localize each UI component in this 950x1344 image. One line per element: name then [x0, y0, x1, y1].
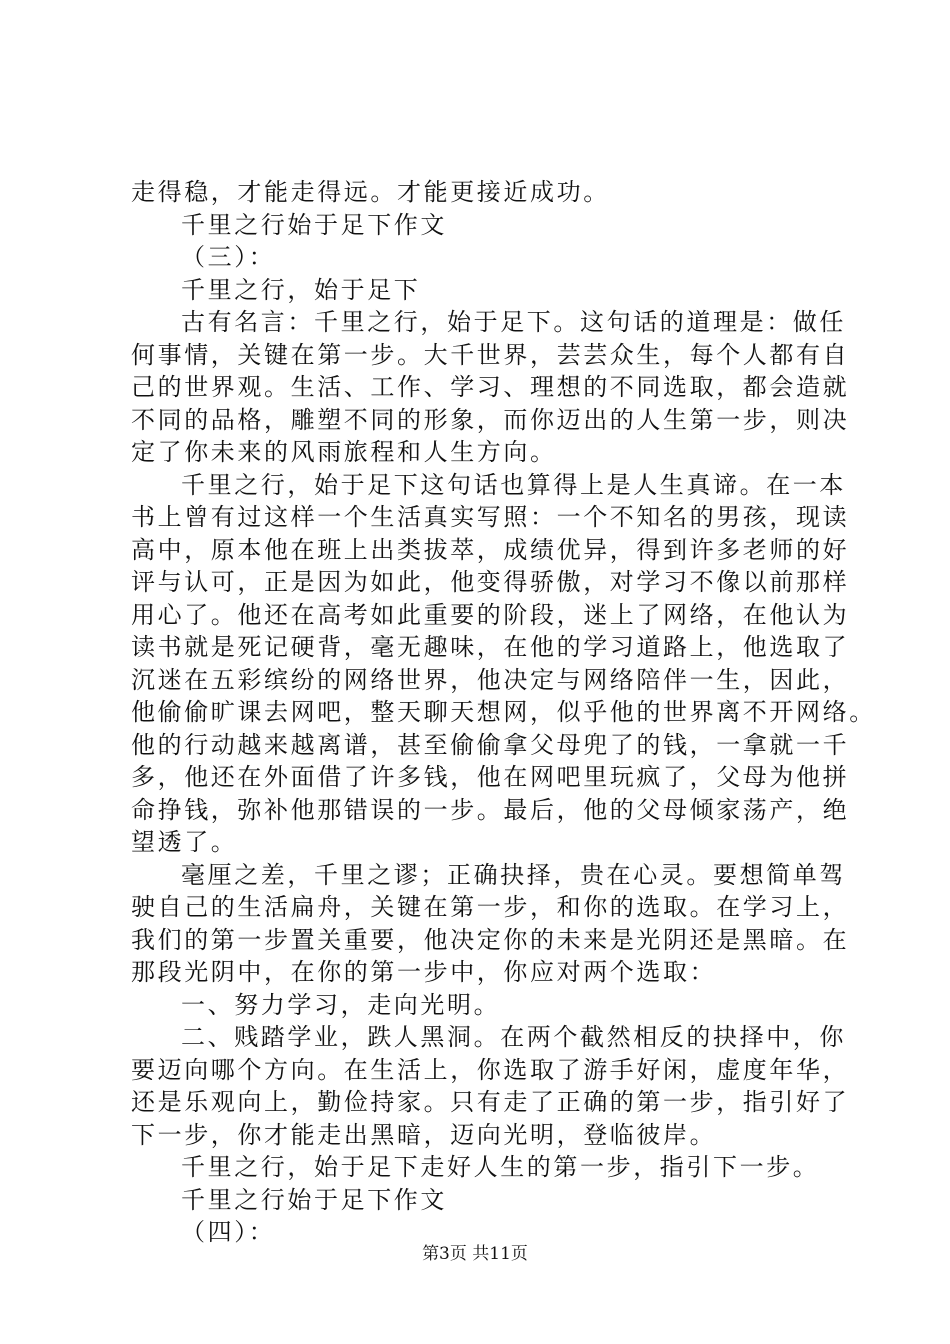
text-line: 下一步，你才能走出黑暗，迈向光明，登临彼岸。	[131, 1120, 717, 1149]
text-line: 读书就是死记硬背，毫无趣味，在他的学习道路上，他选取了	[131, 633, 850, 661]
text-line: 千里之行始于足下作文	[181, 1185, 447, 1214]
text-line: 古有名言：千里之行，始于足下。这句话的道理是：做任	[181, 308, 846, 336]
text-line: 不同的品格，雕塑不同的形象，而你迈出的人生第一步，则决	[131, 405, 850, 434]
text-line: 毫厘之差，千里之谬；正确抉择，贵在心灵。要想简单驾	[181, 860, 846, 889]
text-line: 沉迷在五彩缤纷的网络世界，他决定与网络陪伴一生，因此，	[131, 665, 850, 694]
text-line: 评与认可，正是因为如此，他变得骄傲，对学习不像以前那样	[131, 568, 850, 596]
text-line: 那段光阴中，在你的第一步中，你应对两个选取：	[131, 958, 717, 986]
text-line: 千里之行，始于足下走好人生的第一步，指引下一步。	[181, 1153, 820, 1181]
text-line: 他的行动越来越离谱，甚至偷偷拿父母兜了的钱，一拿就一千	[131, 730, 850, 759]
text-line: 千里之行，始于足下	[181, 275, 421, 304]
text-line: 他偷偷旷课去网吧，整天聊天想网，似乎他的世界离不开网络。	[131, 698, 876, 726]
text-line: 二、贱踏学业，跌人黑洞。在两个截然相反的抉择中，你	[181, 1023, 846, 1051]
text-line: 书上曾有过这样一个生活真实写照：一个不知名的男孩，现读	[131, 503, 850, 531]
text-line: 走得稳，才能走得远。才能更接近成功。	[131, 178, 610, 206]
text-line: 用心了。他还在高考如此重要的阶段，迷上了网络，在他认为	[131, 600, 850, 629]
page-footer: 第3页 共11页	[422, 1244, 528, 1264]
text-line: 还是乐观向上，勤俭持家。只有走了正确的第一步，指引好了	[131, 1088, 850, 1116]
text-line: 己的世界观。生活、工作、学习、理想的不同选取，都会造就	[131, 373, 850, 401]
text-line: 望透了。	[131, 828, 238, 856]
text-line: 一、努力学习，走向光明。	[181, 990, 501, 1019]
text-line: 定了你未来的风雨旅程和人生方向。	[131, 438, 557, 466]
text-line: 千里之行始于足下作文	[181, 210, 447, 239]
text-line: 我们的第一步置关重要，他决定你的未来是光阴还是黑暗。在	[131, 925, 850, 954]
text-line: 要迈向哪个方向。在生活上，你选取了游手好闲，虚度年华，	[131, 1055, 850, 1084]
text-line: 高中，原本他在班上出类拔萃，成绩优异，得到许多老师的好	[131, 535, 850, 564]
text-line: 何事情，关键在第一步。大千世界，芸芸众生，每个人都有自	[131, 340, 850, 369]
text-line: 千里之行，始于足下这句话也算得上是人生真谛。在一本	[181, 470, 846, 499]
text-line: 命挣钱，弥补他那错误的一步。最后，他的父母倾家荡产，绝	[131, 795, 850, 824]
text-line: （四）：	[181, 1218, 276, 1246]
text-line: 多，他还在外面借了许多钱，他在网吧里玩疯了，父母为他拼	[131, 763, 850, 791]
text-line: 驶自己的生活扁舟，关键在第一步，和你的选取。在学习上，	[131, 893, 850, 921]
text-line: （三）：	[181, 243, 276, 271]
body-text	[131, 176, 876, 1249]
